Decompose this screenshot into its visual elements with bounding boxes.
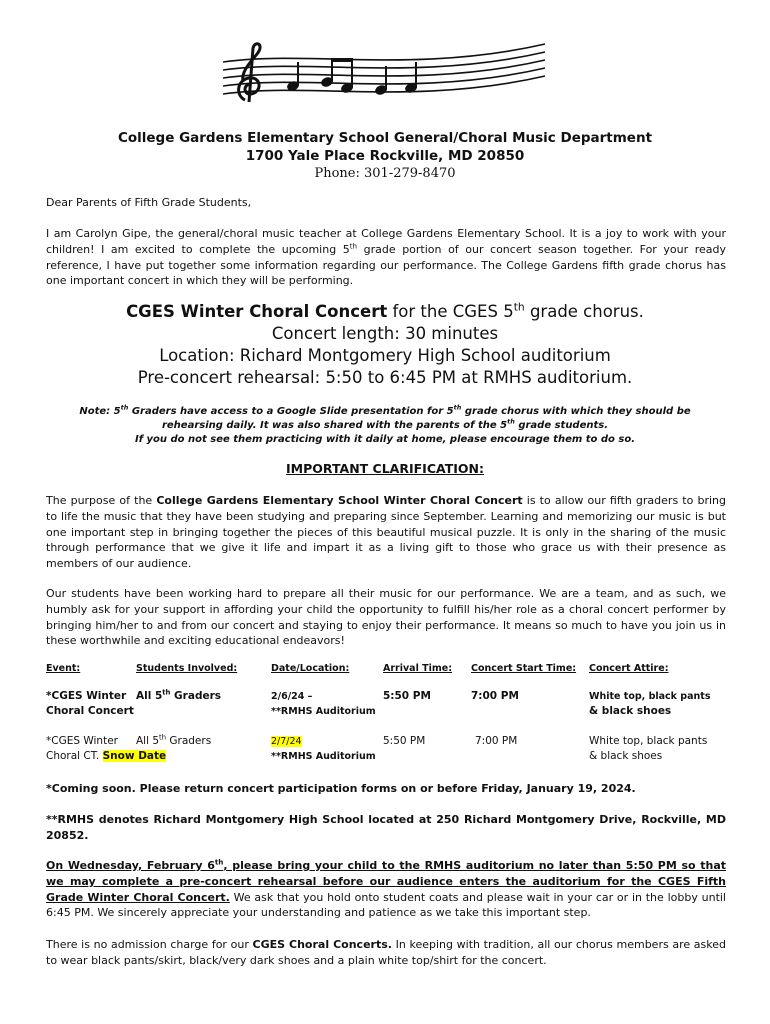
music-staff-logo (215, 40, 555, 118)
concert-rehearsal: Pre-concert rehearsal: 5:50 to 6:45 PM at RMHS auditorium. (137, 368, 633, 387)
concert-location: Location: Richard Montgomery High School auditorium (159, 346, 611, 365)
rmhs-note: **RMHS denotes Richard Montgomery High School located at 250 Richard Montgomery Drive, Rockville, MD 20852. (46, 813, 726, 842)
note-line-2: rehearsing daily. It was also shared with the parents of the 5th grade students. (161, 417, 609, 431)
note-line-3: If you do not see them practicing with it daily at home, please encourage them to do so. (134, 434, 636, 445)
row2-arrival: 5:50 PM (383, 735, 426, 747)
clarification-heading: IMPORTANT CLARIFICATION: (286, 461, 484, 476)
row2-attire: White top, black pants & black shoes (589, 735, 708, 762)
row2-start: 7:00 PM (475, 735, 518, 747)
concert-title: CGES Winter Choral Concert for the CGES 5th grade chorus. (126, 300, 644, 321)
concert-length: Concert length: 30 minutes (271, 324, 499, 343)
admission-paragraph: There is no admission charge for our CGES Choral Concerts. In keeping with tradition, all our chorus members are asked to wear black pants/skirt, black/very dark shoes and a plain white top/shirt for the concert. (46, 938, 726, 967)
row1-start: 7:00 PM (471, 690, 519, 702)
note-line-1: Note: 5th Graders have access to a Google Slide presentation for 5th grade chorus with which they should be (79, 403, 691, 417)
row2-event: *CGES Winter Choral CT. Snow Date (46, 735, 167, 762)
snow-date-label: Snow Date (102, 750, 167, 762)
intro-paragraph: I am Carolyn Gipe, the general/choral music teacher at College Gardens Elementary School. It is a joy to work with your children! I am excited to complete the upcoming 5th grade portion of our concert season together. For your ready reference, I have put together some information regarding our performance. The College Gardens fifth grade chorus has one important concert in which they will be performing. (46, 227, 726, 288)
header-date: Date/Location: (271, 663, 350, 674)
phone-number: Phone: 301-279-8470 (314, 166, 456, 181)
row1-students: All 5th Graders (136, 688, 222, 702)
purpose-paragraph: The purpose of the College Gardens Elementary School Winter Choral Concert is to allow our fifth graders to bring to life the music that they have been studying and preparing since September. Learning and memorizing our music is but one important step in bringing together the pieces of this beautiful musical puzzle. It is only in the sharing of the music through performance that we give it life and impart it as a living gift to those who grace us with their presence as members of our audience. (46, 494, 726, 571)
row1-event: *CGES Winter Choral Concert (46, 690, 134, 717)
school-address: 1700 Yale Place Rockville, MD 20850 (245, 148, 525, 164)
wednesday-paragraph: On Wednesday, February 6th, please bring your child to the RMHS auditorium no later than 5:50 PM so that we may complete a pre-concert rehearsal before our audience enters the auditorium for the CGES Fifth Grade Winter Choral Concert. We ask that you hold onto student coats and please wait in your car or in the lobby until 6:45 PM. We sincerely appreciate your understanding and patience as we take this important step. (46, 857, 726, 920)
row1-date: 2/6/24 – **RMHS Auditorium (271, 691, 376, 717)
header-start: Concert Start Time: (471, 663, 577, 674)
header-students: Students Involved: (136, 663, 238, 674)
row1-attire: White top, black pants & black shoes (589, 691, 711, 717)
row1-arrival: 5:50 PM (383, 690, 431, 702)
department-title: College Gardens Elementary School General/Choral Music Department (117, 130, 653, 146)
coming-soon-note: *Coming soon. Please return concert participation forms on or before Friday, January 19, 2024. (46, 782, 636, 795)
row2-date: 2/7/24 **RMHS Auditorium (271, 736, 376, 762)
header-event: Event: (46, 663, 81, 674)
row2-students: All 5th Graders (136, 733, 212, 747)
salutation: Dear Parents of Fifth Grade Students, (46, 196, 252, 209)
support-paragraph: Our students have been working hard to prepare all their music for our performance. We are a team, and as such, we humbly ask for your support in affording your child the opportunity to fulfill his/her role as a choral concert performer by bringing him/her to and from our concert and staying to enjoy their performance. It means so much to have you join us in these worthwhile and exciting educational endeavors! (46, 587, 726, 648)
header-attire: Concert Attire: (589, 663, 669, 674)
header-arrival: Arrival Time: (383, 663, 453, 674)
